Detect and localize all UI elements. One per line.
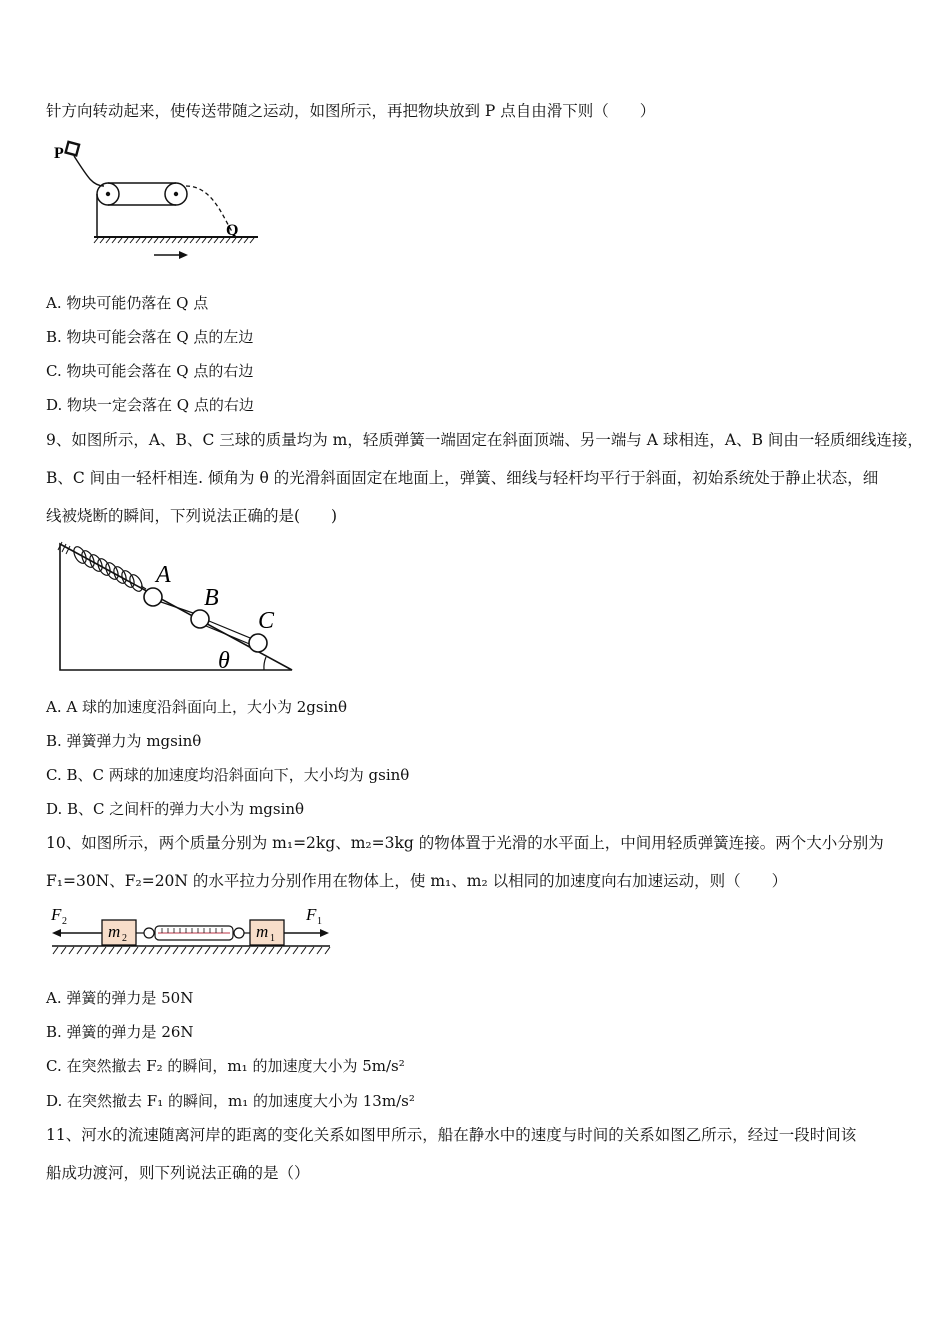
q11-stem-line-2: 船成功渡河，则下列说法正确的是（） <box>46 1164 310 1182</box>
q9-stem-line-2: B、C 间由一轻杆相连. 倾角为 θ 的光滑斜面固定在地面上，弹簧、细线与轻杆均平行于斜面，初始系统处于静止状态，细 <box>46 469 879 487</box>
q10-stem-line-2: F₁=30N、F₂=20N 的水平拉力分别作用在物体上，使 m₁、m₂ 以相同的加速度向右加速运动，则（ ） <box>46 872 788 890</box>
label-q: Q <box>226 222 239 239</box>
label-f1-sub: 1 <box>317 916 322 927</box>
q11-stem-line-1: 11、河水的流速随离河岸的距离的变化关系如图甲所示，船在静水中的速度与时间的关系如图乙所示，经过一段时间该 <box>46 1126 857 1144</box>
label-f2: F <box>51 905 62 924</box>
label-m2-sub: 2 <box>122 933 127 944</box>
q9-stem-line-1: 9、如图所示，A、B、C 三球的质量均为 m，轻质弹簧一端固定在斜面顶端、另一端与 A 球相连，A、B 间由一轻质细线连接， <box>46 431 923 449</box>
label-c: C <box>258 608 275 634</box>
spring-blocks-figure <box>48 900 338 960</box>
q9-option-b[interactable]: B. 弹簧弹力为 mgsinθ <box>46 732 202 750</box>
conveyor-figure <box>48 138 268 263</box>
label-m1: m <box>256 922 269 941</box>
q10-stem-line-1: 10、如图所示，两个质量分别为 m₁=2kg、m₂=3kg 的物体置于光滑的水平面上，中间用轻质弹簧连接。两个大小分别为 <box>46 834 884 852</box>
q8-stem: 针方向转动起来，使传送带随之运动，如图所示，再把物块放到 P 点自由滑下则（ ） <box>46 102 656 120</box>
incline-figure <box>52 540 302 675</box>
label-f1: F <box>306 905 317 924</box>
label-f2-sub: 2 <box>62 916 67 927</box>
q10-option-d[interactable]: D. 在突然撤去 F₁ 的瞬间，m₁ 的加速度大小为 13m/s² <box>46 1092 415 1110</box>
q8-option-a[interactable]: A. 物块可能仍落在 Q 点 <box>46 294 209 312</box>
q9-option-c[interactable]: C. B、C 两球的加速度均沿斜面向下，大小均为 gsinθ <box>46 766 410 784</box>
label-m1-sub: 1 <box>270 933 275 944</box>
q10-option-a[interactable]: A. 弹簧的弹力是 50N <box>46 989 194 1007</box>
q8-option-b[interactable]: B. 物块可能会落在 Q 点的左边 <box>46 328 254 346</box>
q10-option-b[interactable]: B. 弹簧的弹力是 26N <box>46 1023 194 1041</box>
q9-option-d[interactable]: D. B、C 之间杆的弹力大小为 mgsinθ <box>46 800 305 818</box>
label-a: A <box>156 562 171 588</box>
label-b: B <box>204 585 219 611</box>
q10-option-c[interactable]: C. 在突然撤去 F₂ 的瞬间，m₁ 的加速度大小为 5m/s² <box>46 1057 405 1075</box>
q9-option-a[interactable]: A. A 球的加速度沿斜面向上，大小为 2gsinθ <box>46 698 348 716</box>
q9-stem-line-3: 线被烧断的瞬间，下列说法正确的是( ) <box>46 507 338 525</box>
label-m2: m <box>108 922 121 941</box>
q8-option-c[interactable]: C. 物块可能会落在 Q 点的右边 <box>46 362 254 380</box>
q8-option-d[interactable]: D. 物块一定会落在 Q 点的右边 <box>46 396 254 414</box>
label-p: P <box>54 145 64 162</box>
label-theta: θ <box>218 648 230 674</box>
